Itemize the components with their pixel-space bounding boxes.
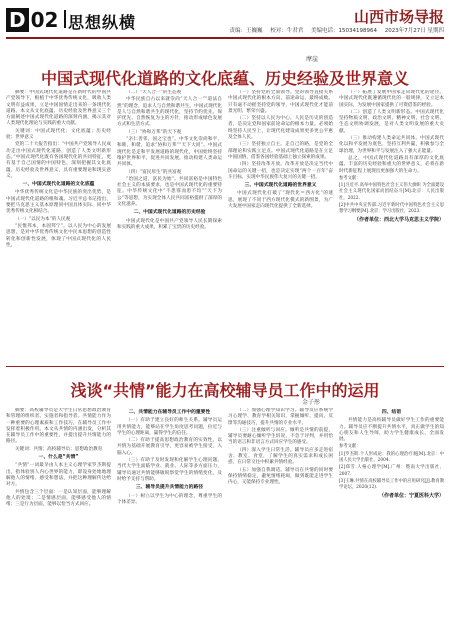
article2-title: 浅谈“共情”能力在高校辅导员工作中的运用 [70,381,380,400]
section-heading: 四、结语 [381,410,402,415]
masthead-rule [6,37,444,39]
section-divider [64,10,66,28]
article2-column-1 [6,408,111,634]
paragraph: “治国之道，富民为始”。共同富裕是中国特色社会主义的本质要求，也是中国式现代化的重要特征。中华传统文化中“不患寡而患不均”“天下为公”等思想，为实现全体人民共同富裕提供了深厚的文化滋养。 [117,176,222,208]
section-heading: 三、中国式现代化道路的世界意义 [244,183,317,189]
section-title: 思想纵横 [68,13,137,32]
reference: [2]中共中央宣传部.习近平新时代中国特色社会主义思想学习纲要[M].北京：学习出版社，2023. [339,203,444,215]
reference: [3]王琳.共情在高校辅导员工作中的应用研究[J].教育教学论坛，2020(12). [339,478,444,491]
editor: 责编：王巍巍 [229,28,263,34]
article1-column-4 [339,90,444,360]
section-heading: 一、什么是“共情” [38,455,79,461]
proofreader: 校对：牛君君 [270,28,304,34]
section-heading: 二、共情能力在辅导员工作中的重要性 [128,410,211,415]
article1-body [6,90,444,360]
section-heading: 三、辅导员提升共情能力的路径 [135,485,204,491]
paragraph: “亲仁善邻，国之宝也”。中华文化崇尚和平、和睦、和谐，追求“协和万邦”“天下大同”。中国式现代化是走和平发展道路的现代化，中国始终坚持维护世界和平、促进共同发展，推动构建人类命运共同体。 [117,137,222,168]
paragraph: （四）坚持改革开放。改革开放是决定当代中国命运的关键一招，也是决定实现“两个一百年”奋斗目标、实现中华民族伟大复兴的关键一招。 [228,162,333,180]
paragraph: （二）坚持以人民为中心。人民是历史的创造者，是决定党和国家前途命运的根本力量。必须始终坚持人民至上，让现代化建设成果更多更公平惠及全体人民。 [228,116,333,141]
article1-byline: 摩崖 [306,56,319,63]
paragraph: （一）树立以学生为中心的理念，尊重学生的个体差异。 [117,493,222,505]
paragraph: （一）有助于建立良好的师生关系。辅导员运用共情能力，能够站在学生角度思考问题，拉近与学生的心理距离，赢得学生的信任。 [117,418,222,436]
paragraph: （一）拓展了发展中国家走向现代化的途径。中国式现代化既遵循现代化的一般规律，又立足本国实际，为发展中国家提供了可资借鉴的经验。 [339,90,444,108]
issue-date: 2023年7月27日 星期四 [384,28,444,34]
article2-column-4 [339,408,444,634]
paragraph: 摘要：高校辅导员是大学生日常思想政治教育和管理的组织者、实施者和指导者。共情能力作为一种重要的心理素质和工作技巧，在辅导员工作中发挥着积极作用。本文从共情的内涵出发，分析其在辅导员工作中的重要性，并提出提升共情能力的路径。 [6,408,111,445]
author-affiliation: （作者单位：宁夏医科大学） [378,492,444,499]
paragraph: （四）“富民厚生”的共富观 [126,169,182,175]
reference: [1]习近平.高举中国特色社会主义伟大旗帜 为全面建设社会主义现代化国家而团结奋斗[M].北京：人民出版社，2022. [339,183,444,201]
article1-title: 中国式现代化道路的文化底蕴、历史经验及世界意义 [40,69,409,88]
newspaper-name: 山西市场导报 [353,8,444,26]
paragraph: 摘要：中国式现代化道路是在新时代的中国共产党领导下，根植于中华优秀传统文化，吸收人类文明有益成果，立足中国国情走出来的一条现代化道路。本文从文化底蕴、历史经验及世界意义三个方面阐述中国式现代化道路的深刻内涵，揭示其对人类现代化理论与实践的重大贡献。 [6,90,111,127]
paragraph: （二）“天人合一”的生态观 [126,90,182,95]
paragraph: （三）有助于及时发现和化解学生心理问题。当代大学生面临学业、就业、人际等多方面压力，辅导员通过共情能够敏锐察觉学生的情绪变化，及时给予支持与帮助。 [117,458,222,482]
paragraph: （五）加强自我调适。辅导员在共情的同时要保持情绪稳定，避免情绪耗竭，做到既能走进学生内心，又能保持专业理性。 [228,467,333,486]
page-number-text: 02 [30,8,59,32]
paragraph: 共情包含三个层面：一是认知层面，能够理解他人的处境；二是情感层面，能够感受他人的情绪；三是行为层面，能够以恰当方式回应。 [6,489,111,508]
reference: 参考文献： [339,444,361,450]
paragraph: （二）加强心理学知识学习。辅导员应系统学习心理学、教育学相关知识，掌握倾听、提问、反馈等沟通技巧，提升共情的专业水平。 [228,408,333,426]
paragraph: （一）“以民为本”的人民观 [15,216,71,222]
paragraph: 中国式现代化是中国共产党领导人民长期探索和实践的重大成果，积累了宝贵的历史经验。 [117,218,222,230]
article2-body [6,408,444,634]
paragraph: （三）注重倾听与回应。倾听是共情的前提，辅导员要耐心倾听学生诉说，不急于评判，并用恰当的语言和非语言方式回应学生的感受。 [228,427,333,446]
reference: [2]郑雪.人格心理学[M].广州：暨南大学出版社，2007. [339,465,444,477]
article2-column-2 [117,408,222,634]
newspaper-page [6,4,444,636]
paragraph: 中国式现代化打破了“现代化＝西方化”的迷思，展现了不同于西方现代化模式的新图景，为广大发展中国家走向现代化提供了全新选择。 [228,191,333,210]
author-affiliation: （作者单位：西北大学马克思主义学院） [353,216,444,223]
page-number [6,8,58,32]
paragraph: （二）有助于提高思想政治教育的实效性。以共情为基础开展教育引导，更容易被学生接受，入脑入心。 [117,438,222,456]
article1-column-2 [117,90,222,360]
paragraph: （三）坚持独立自主。走自己的路，是党的全部理论和实践立足点。中国式现代化道路是在立足中国国情、借鉴各国经验基础上独立探索的成果。 [228,142,333,160]
paragraph: 党的二十大报告指出：“中国共产党领导人民成功走出中国式现代化道路，创造了人类文明新形态。”中国式现代化既有各国现代化的共同特征，更有基于自己国情的中国特色，深刻把握其文化底蕴、历史经验及世界意义，具有重要理论和现实意义。 [6,142,111,179]
paragraph: 共情能力是高校辅导员做好学生工作的重要能力。辅导员应不断提升共情水平，真正做学生的知心朋友和人生导师，助力学生健康成长、全面发展。 [339,418,444,443]
paragraph: 中华民族自古以来就崇尚“天人合一”“道法自然”的理念，追求人与自然和谐共生。中国式现代化是人与自然和谐共生的现代化，坚持节约优先、保护优先、自然恢复为主的方针，推动形成绿色发展方式和生活方式。 [117,97,222,128]
article2-column-3 [228,408,333,634]
paragraph: （四）深入学生日常生活。辅导员应多走进宿舍、教室、食堂，了解学生的真实需求和成长困惑，在日常交往中积累共情经验。 [228,447,333,466]
masthead-meta [223,26,444,34]
paragraph: （二）创造了人类文明新形态。中国式现代化坚持物质文明、政治文明、精神文明、社会文明、生态文明协调发展，是对人类文明发展的重大贡献。 [339,109,444,134]
reference: [1]罗杰斯.个人形成论：我的心理治疗观[M].北京：中国人民大学出版社，2004. [339,451,444,464]
masthead [6,4,444,38]
paragraph: “民惟邦本，本固邦宁”。以人民为中心的发展思想，是对中华优秀传统文化中民本思想的创造性转化和创新性发展，体现了中国式现代化的人民性。 [6,223,111,248]
paragraph: “共情”一词最早由人本主义心理学家罗杰斯提出，指体验别人内心世界的能力，即设身处地地理解他人的情绪、感受和想法，并把这种理解传达给对方。 [6,463,111,488]
reference: 参考文献： [339,175,361,181]
section-heading: 一、中国式现代化道路的文化底蕴 [22,182,95,188]
paragraph: 关键词：共情；高校辅导员；思想政治教育 [15,446,103,452]
page-letter-badge: D [6,8,29,32]
paragraph: （一）坚持党的全面领导。党的领导直接关系中国式现代化的根本方向、前途命运、最终成败。只有毫不动摇坚持党的领导，中国式现代化才能前景光明、繁荣兴盛。 [228,90,333,114]
article1-column-1 [6,90,111,360]
paragraph: （三）“协和万邦”的天下观 [126,129,182,135]
paragraph: （三）推动构建人类命运共同体。中国式现代化以和平发展为底色，坚持互利共赢，积极参与全球治理，为世界和平与发展注入了强大正能量。 [339,136,444,154]
paragraph: 关键词：中国式现代化；文化底蕴；历史经验；世界意义 [6,128,111,141]
article1-column-3 [228,90,333,360]
article-separator [6,366,444,367]
section-heading: 二、中国式现代化道路的历史经验 [133,210,206,216]
paragraph: 总之，中国式现代化道路具有深厚的文化底蕴、丰富的历史经验和重大的世界意义，必将在新时代新征程上展现出更加强大的生命力。 [339,155,444,174]
editor-phone: 美编电话：15034198964 [311,28,377,34]
article2-byline: 金子彤 [302,399,321,406]
paragraph: 中华优秀传统文化是中华民族的突出优势，是中国式现代化道路的根和魂。习近平总书记指出，要把马克思主义基本原理同中国具体实际、同中华优秀传统文化相结合。 [6,190,111,215]
